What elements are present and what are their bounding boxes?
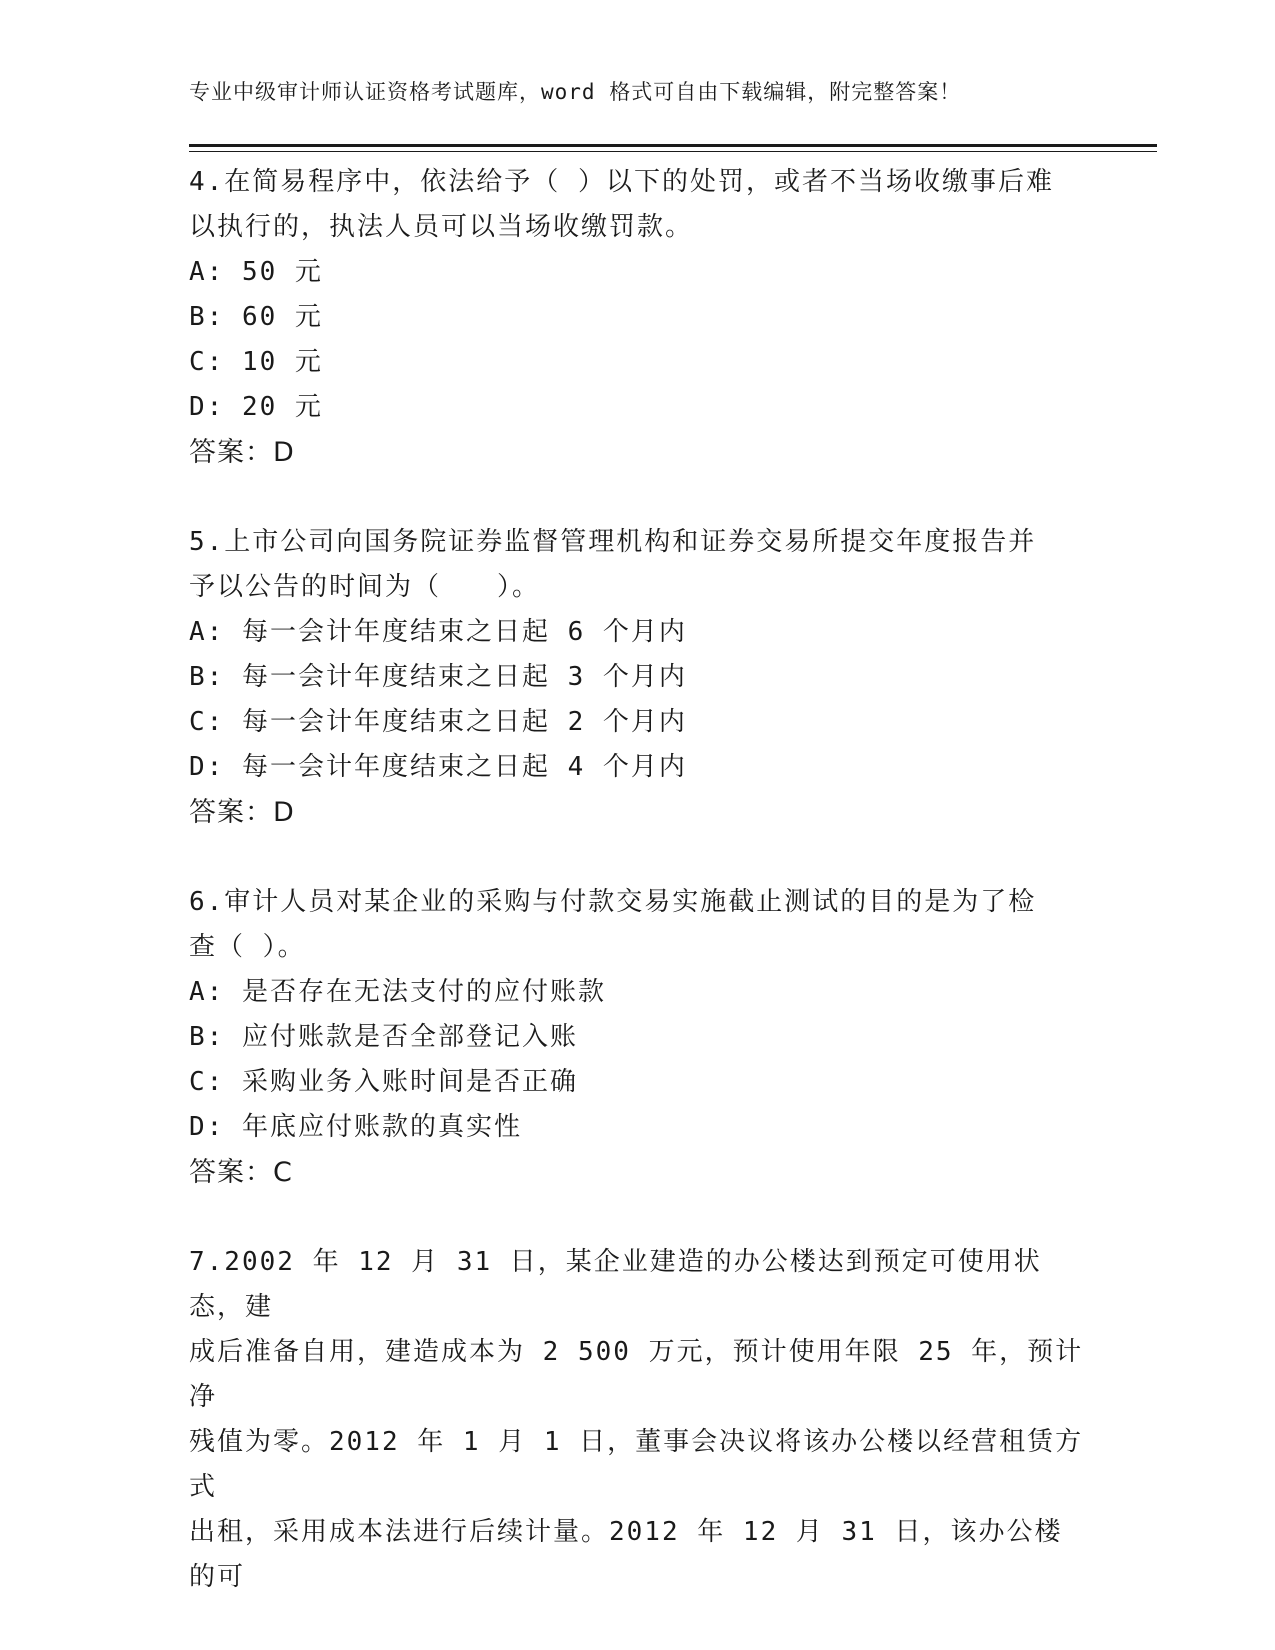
question-7 [189, 1240, 1089, 1600]
question-list [189, 160, 1089, 1600]
question-stem-line: 7.2002 年 12 月 31 日，某企业建造的办公楼达到预定可使用状态，建 [189, 1247, 1042, 1322]
page-header: 专业中级审计师认证资格考试题库，word 格式可自由下载编辑，附完整答案！ [189, 80, 962, 104]
spacer [189, 1195, 1089, 1240]
option-c: C: 10 元 [189, 347, 323, 377]
option-d: D: 每一会计年度结束之日起 4 个月内 [189, 752, 687, 782]
option-a: A: 50 元 [189, 257, 323, 287]
option-c: C: 采购业务入账时间是否正确 [189, 1067, 578, 1097]
question-stem-line: 出租，采用成本法进行后续计量。2012 年 12 月 31 日，该办公楼的可 [189, 1517, 1063, 1592]
option-c: C: 每一会计年度结束之日起 2 个月内 [189, 707, 687, 737]
option-b: B: 每一会计年度结束之日起 3 个月内 [189, 662, 687, 692]
question-stem-line: 残值为零。2012 年 1 月 1 日，董事会决议将该办公楼以经营租赁方式 [189, 1427, 1084, 1502]
question-stem-line: 成后准备自用，建造成本为 2 500 万元，预计使用年限 25 年，预计净 [189, 1337, 1084, 1412]
option-b: B: 60 元 [189, 302, 323, 332]
option-a: A: 是否存在无法支付的应付账款 [189, 977, 606, 1007]
question-stem-line: 予以公告的时间为（ ）。 [189, 572, 541, 602]
question-stem-line: 6.审计人员对某企业的采购与付款交易实施截止测试的目的是为了检 [189, 887, 1037, 917]
question-stem-line: 查（ ）。 [189, 932, 306, 962]
option-d: D: 年底应付账款的真实性 [189, 1112, 522, 1142]
answer: 答案：C [189, 1157, 293, 1188]
question-5 [189, 520, 1089, 835]
question-stem-line: 5.上市公司向国务院证券监督管理机构和证券交易所提交年度报告并 [189, 527, 1037, 557]
option-d: D: 20 元 [189, 392, 323, 422]
option-a: A: 每一会计年度结束之日起 6 个月内 [189, 617, 687, 647]
question-stem-line: 4.在简易程序中，依法给予（ ）以下的处罚，或者不当场收缴事后难 [189, 167, 1054, 197]
answer: 答案：D [189, 797, 295, 828]
question-4 [189, 160, 1089, 475]
option-b: B: 应付账款是否全部登记入账 [189, 1022, 578, 1052]
spacer [189, 835, 1089, 880]
spacer [189, 475, 1089, 520]
header-divider-thick [189, 144, 1157, 147]
header-divider-thin [189, 151, 1157, 152]
question-stem-line: 以执行的，执法人员可以当场收缴罚款。 [189, 212, 694, 242]
answer: 答案：D [189, 437, 295, 468]
question-6 [189, 880, 1089, 1195]
